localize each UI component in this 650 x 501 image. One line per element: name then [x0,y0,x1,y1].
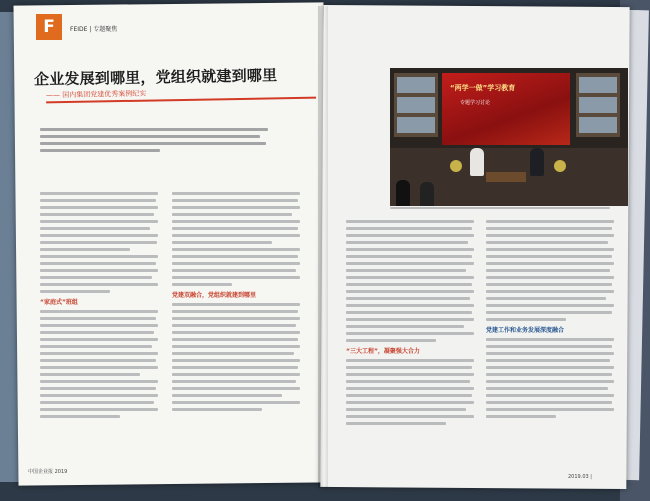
left-subtitle-2: 党建双融合，党组织就建到哪里 [172,292,257,299]
right-column-2 [486,220,616,422]
article-subhead: —— 国内集团党建优秀案例纪实 [46,86,316,104]
audience-figure [396,180,410,206]
audience-figure [420,182,434,206]
screen-subtitle: 专题学习讨论 [460,100,491,106]
left-column-2 [172,192,302,415]
photo-side-panel-left [394,73,438,137]
left-subtitle-1: “家庭式”班组 [40,299,78,306]
flower-decoration [450,160,462,172]
footer-right: 2019.03 | [568,474,592,480]
right-subtitle-1: “三大工程”，凝聚强大合力 [346,348,420,355]
screen-title: “两学一做”学习教育 [450,84,516,92]
flower-decoration [554,160,566,172]
speaker-figure [470,148,484,176]
photo-table [486,172,526,182]
footer-left: 中国企业报 2019 [28,469,68,475]
page-gutter [318,6,328,488]
photo-side-panel-right [576,73,620,137]
speaker-figure [530,148,544,176]
right-subtitle-2: 党建工作和业务发展深度融合 [486,327,565,334]
intro-paragraph [40,128,270,156]
section-label: FEIDE | 专题聚焦 [70,26,118,33]
meeting-photo [390,68,628,206]
right-column-1 [346,220,476,429]
photo-caption [390,207,628,211]
projection-screen [442,73,570,145]
section-letter: F [36,14,62,40]
left-column-1 [40,192,160,422]
article-headline: 企业发展到哪里，党组织就建到哪里 [33,66,278,89]
